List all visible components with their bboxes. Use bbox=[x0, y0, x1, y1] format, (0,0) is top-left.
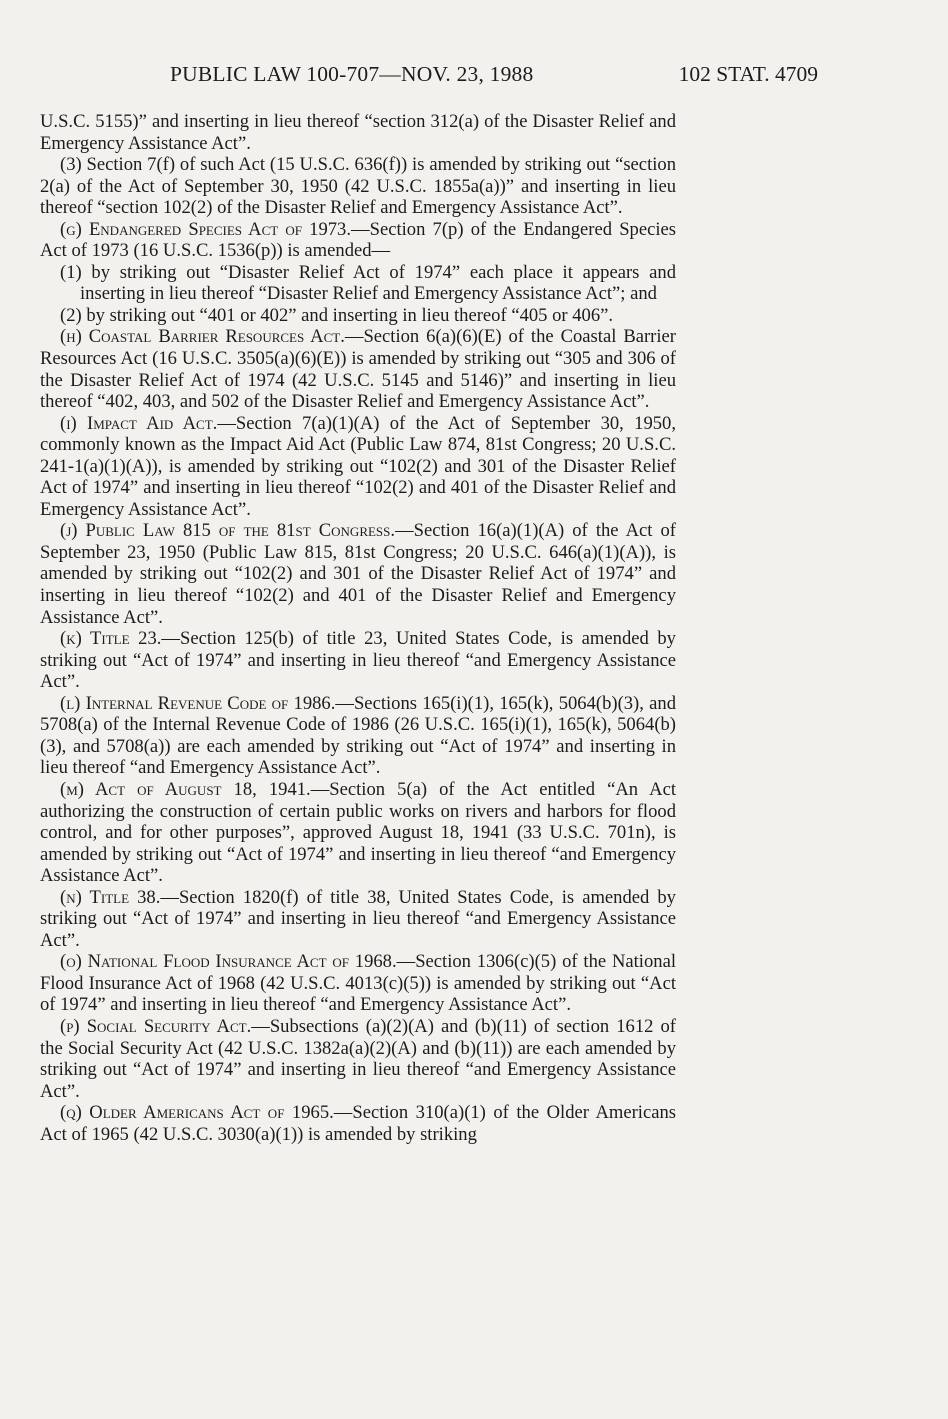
subparagraph bbox=[40, 262, 676, 305]
section-heading: (p) Social Security Act. bbox=[60, 1015, 252, 1037]
section-heading: (m) Act of August 18, 1941. bbox=[60, 778, 311, 800]
paragraph bbox=[40, 628, 676, 693]
paragraph-text: —Section 310(a)(1) of the Older Americans Act of 1965 (42 U.S.C. 3030(a)(1)) is amended by striking bbox=[40, 1102, 676, 1145]
subparagraph bbox=[40, 305, 676, 327]
paragraph bbox=[40, 1102, 676, 1145]
statute-page-citation: 102 STAT. 4709 bbox=[678, 62, 818, 86]
paragraph-text: —Section 1820(f) of title 38, United States Code, is amended by striking out “Act of 1974” and inserting in lieu thereof “and Emergency Assistance Act”. bbox=[40, 886, 676, 951]
paragraph-text: —Sections 165(i)(1), 165(k), 5064(b)(3), and 5708(a) of the Internal Revenue Code of 1986 (26 U.S.C. 165(i)(1), 165(k), 5064(b)(3), and 5708(a)) are each amended by striking out “Act of 1974” and inserting in lieu thereof “and Emergency Assistance Act”. bbox=[40, 692, 676, 779]
paragraph-text: (3) Section 7(f) of such Act (15 U.S.C. 636(f)) is amended by striking out “section 2(a) of the Act of September 30, 1950 (42 U.S.C. 1855a(a))” and inserting in lieu thereof “section 102(2) of the Disaster Relief and Emergency Assistance Act”. bbox=[40, 154, 676, 219]
paragraph-text: —Section 16(a)(1)(A) of the Act of September 23, 1950 (Public Law 815, 81st Congress; 20 U.S.C. 646(a)(1)(A)), is amended by striking out “102(2) and 301 of the Disaster Relief Act of 1974” and inserting in lieu thereof “102(2) and 401 of the Disaster Relief and Emergency Assistance Act”. bbox=[40, 520, 676, 628]
paragraph-text: (1) by striking out “Disaster Relief Act of 1974” each place it appears and inserting in lieu thereof “Disaster Relief and Emergency Assistance Act”; and bbox=[60, 261, 676, 305]
paragraph bbox=[40, 779, 676, 887]
section-heading: (k) Title 23. bbox=[60, 628, 162, 650]
paragraph-text: —Section 6(a)(6)(E) of the Coastal Barrier Resources Act (16 U.S.C. 3505(a)(6)(E)) is amended by striking out “305 and 306 of the Disaster Relief Act of 1974 (42 U.S.C. 5145 and 5146)” and inserting in lieu thereof “402, 403, and 502 of the Disaster Relief and Emergency Assistance Act”. bbox=[40, 326, 676, 413]
statute-body-text bbox=[40, 111, 676, 1145]
section-heading: (h) Coastal Barrier Resources Act. bbox=[60, 326, 345, 348]
section-heading: (j) Public Law 815 of the 81st Congress. bbox=[60, 520, 396, 542]
paragraph bbox=[40, 219, 676, 262]
paragraph-text: —Subsections (a)(2)(A) and (b)(11) of section 1612 of the Social Security Act (42 U.S.C. 1382a(a)(2)(A) and (b)(11)) are each amended by striking out “Act of 1974” and inserting in lieu thereof “and Emergency Assistance Act”. bbox=[40, 1015, 677, 1102]
paragraph-text: —Section 1306(c)(5) of the National Flood Insurance Act of 1968 (42 U.S.C. 4013(c)(5)) is amended by striking out “Act of 1974” and inserting in lieu thereof “and Emergency Assistance Act”. bbox=[40, 951, 676, 1016]
paragraph bbox=[40, 887, 676, 952]
section-heading: (i) Impact Aid Act. bbox=[60, 412, 218, 434]
section-heading: (q) Older Americans Act of 1965. bbox=[60, 1102, 334, 1124]
section-heading: (n) Title 38. bbox=[60, 886, 161, 908]
section-heading: (g) Endangered Species Act of 1973. bbox=[60, 218, 352, 240]
page-header bbox=[118, 62, 818, 96]
paragraph bbox=[40, 1016, 676, 1102]
paragraph-text: —Section 7(a)(1)(A) of the Act of September 30, 1950, commonly known as the Impact Aid Act (Public Law 874, 81st Congress; 20 U.S.C. 241-1(a)(1)(A)), is amended by striking out “102(2) and 301 of the Disaster Relief Act of 1974” and inserting in lieu thereof “102(2) and 401 of the Disaster Relief and Emergency Assistance Act”. bbox=[40, 412, 676, 520]
paragraph bbox=[40, 951, 676, 1016]
paragraph bbox=[40, 154, 676, 219]
running-head-title: PUBLIC LAW 100-707—NOV. 23, 1988 bbox=[170, 62, 534, 86]
section-heading: (o) National Flood Insurance Act of 1968. bbox=[60, 951, 397, 973]
paragraph-text: (2) by striking out “401 or 402” and inserting in lieu thereof “405 or 406”. bbox=[60, 304, 614, 326]
section-heading: (l) Internal Revenue Code of 1986. bbox=[60, 692, 336, 714]
paragraph bbox=[40, 520, 676, 628]
paragraph bbox=[40, 111, 676, 154]
paragraph-text: —Section 125(b) of title 23, United States Code, is amended by striking out “Act of 1974” and inserting in lieu thereof “and Emergency Assistance Act”. bbox=[40, 628, 676, 693]
paragraph bbox=[40, 413, 676, 521]
paragraph-text: U.S.C. 5155)” and inserting in lieu thereof “section 312(a) of the Disaster Relief and Emergency Assistance Act”. bbox=[40, 111, 676, 154]
paragraph bbox=[40, 326, 676, 412]
paragraph bbox=[40, 693, 676, 779]
paragraph-text: —Section 5(a) of the Act entitled “An Act authorizing the construction of certain public works on rivers and harbors for flood control, and for other purposes”, approved August 18, 1941 (33 U.S.C. 701n), is amended by striking out “Act of 1974” and inserting in lieu thereof “and Emergency Assistance Act”. bbox=[40, 778, 676, 887]
paragraph-text: —Section 7(p) of the Endangered Species Act of 1973 (16 U.S.C. 1536(p)) is amended— bbox=[40, 218, 676, 262]
